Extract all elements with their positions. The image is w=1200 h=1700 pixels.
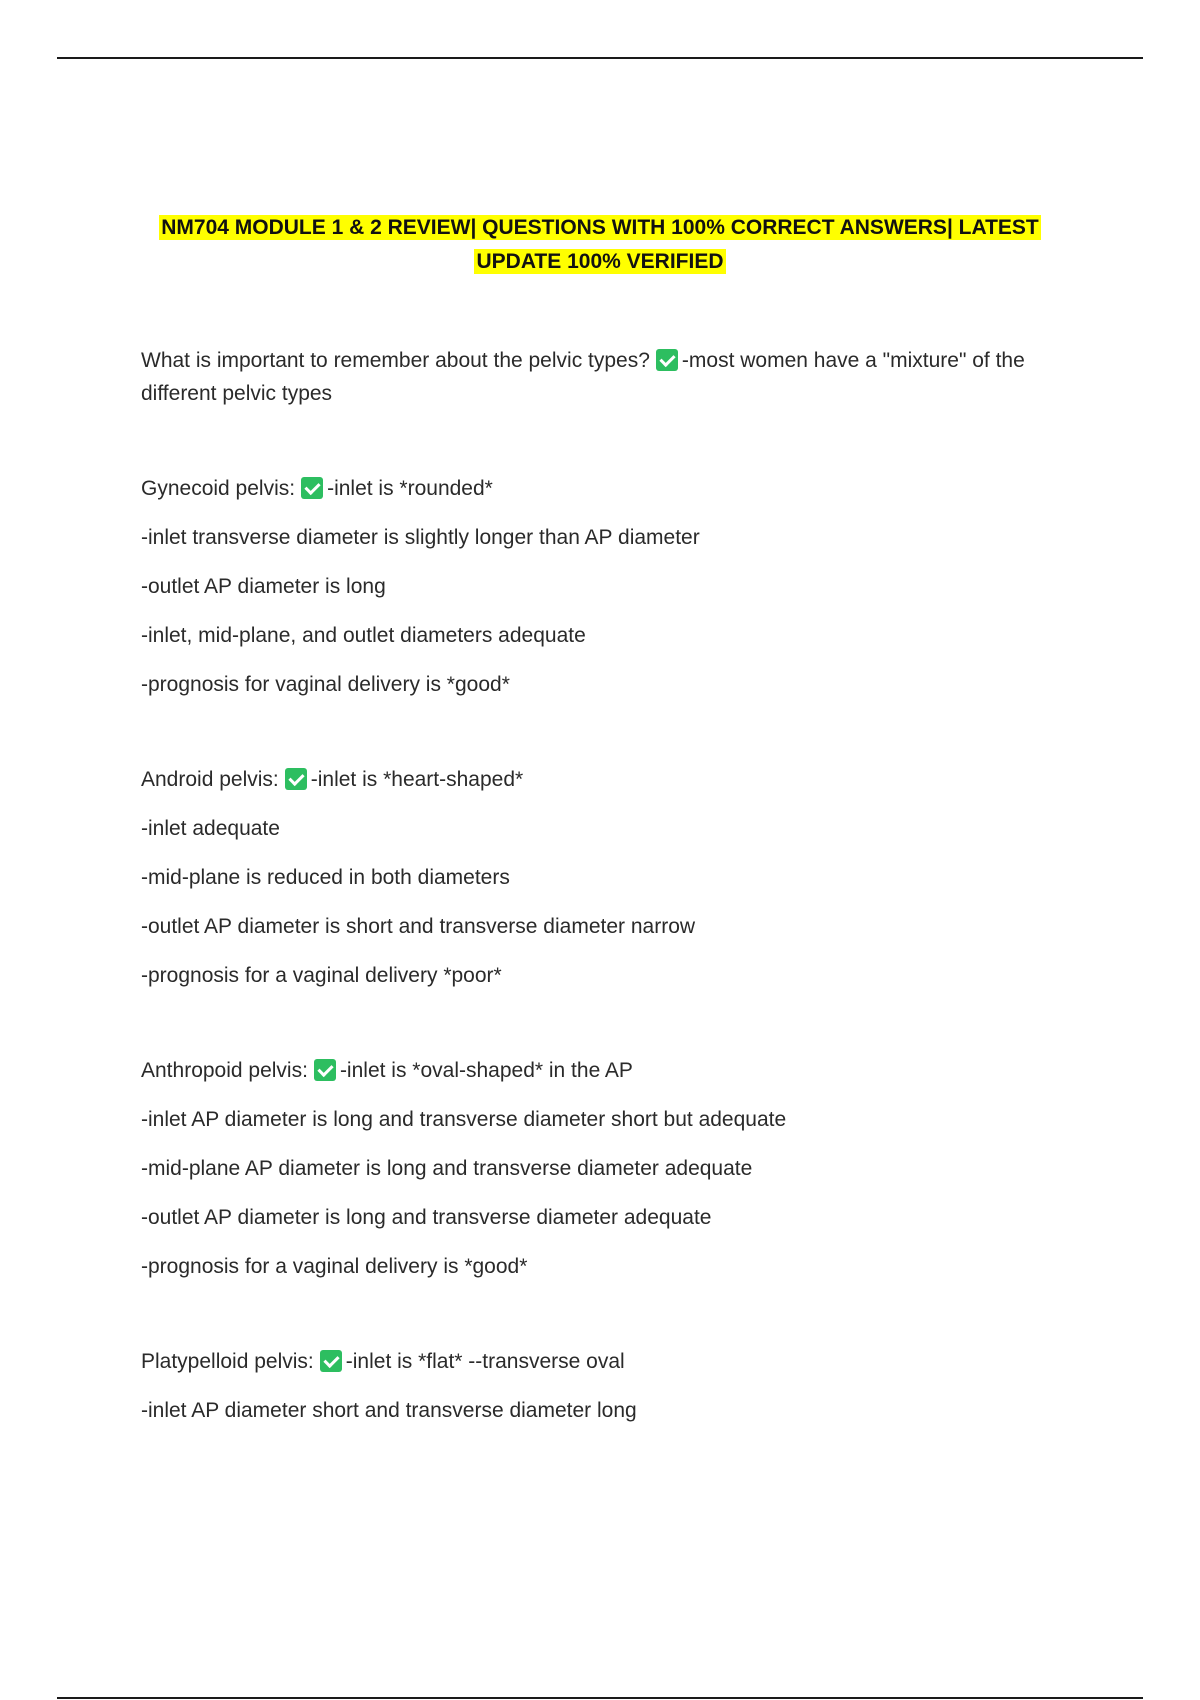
qa-item-pelvic-types bbox=[141, 344, 1071, 410]
answer-detail: -inlet adequate bbox=[141, 817, 280, 840]
answer-detail: -outlet AP diameter is short and transverse diameter narrow bbox=[141, 915, 696, 938]
check-icon bbox=[285, 768, 307, 790]
qa-item-platypelloid bbox=[141, 1345, 1071, 1427]
question-text: Platypelloid pelvis: bbox=[141, 1350, 314, 1373]
answer-text: -most women have a "mixture" of the different pelvic types bbox=[141, 349, 1025, 405]
answer-detail: -inlet transverse diameter is slightly longer than AP diameter bbox=[141, 526, 700, 549]
footer-rule bbox=[57, 1697, 1143, 1699]
answer-detail: -inlet AP diameter is long and transverse diameter short but adequate bbox=[141, 1108, 787, 1131]
check-icon bbox=[301, 477, 323, 499]
title-line-2: UPDATE 100% VERIFIED bbox=[476, 250, 724, 273]
check-icon bbox=[314, 1059, 336, 1081]
answer-text: -inlet is *oval-shaped* in the AP bbox=[339, 1059, 633, 1082]
answer-detail: -inlet AP diameter short and transverse diameter long bbox=[141, 1399, 637, 1422]
answer-detail: -mid-plane AP diameter is long and transverse diameter adequate bbox=[141, 1157, 753, 1180]
qa-content bbox=[141, 344, 1071, 1427]
answer-detail: -prognosis for a vaginal delivery *poor* bbox=[141, 964, 502, 987]
answer-text: -inlet is *flat* --transverse oval bbox=[345, 1350, 625, 1373]
answer-text: -inlet is *rounded* bbox=[327, 477, 493, 500]
qa-item-anthropoid bbox=[141, 1054, 1071, 1283]
answer-detail: -mid-plane is reduced in both diameters bbox=[141, 866, 510, 889]
answer-detail: -prognosis for vaginal delivery is *good* bbox=[141, 673, 510, 696]
qa-item-android bbox=[141, 763, 1071, 992]
answer-text: -inlet is *heart-shaped* bbox=[310, 768, 524, 791]
answer-detail: -prognosis for a vaginal delivery is *good* bbox=[141, 1255, 528, 1278]
answer-detail: -outlet AP diameter is long and transverse diameter adequate bbox=[141, 1206, 712, 1229]
header-rule bbox=[57, 57, 1143, 59]
question-text: What is important to remember about the pelvic types? bbox=[141, 349, 650, 372]
question-text: Anthropoid pelvis: bbox=[141, 1059, 308, 1082]
title-line-1: NM704 MODULE 1 & 2 REVIEW| QUESTIONS WITH 100% CORRECT ANSWERS| LATEST bbox=[161, 216, 1039, 239]
question-text: Android pelvis: bbox=[141, 768, 279, 791]
answer-detail: -inlet, mid-plane, and outlet diameters adequate bbox=[141, 624, 586, 647]
answer-detail: -outlet AP diameter is long bbox=[141, 575, 386, 598]
check-icon bbox=[320, 1350, 342, 1372]
question-text: Gynecoid pelvis: bbox=[141, 477, 296, 500]
check-icon bbox=[656, 349, 678, 371]
qa-item-gynecoid bbox=[141, 472, 1071, 701]
document-title bbox=[100, 211, 1100, 279]
